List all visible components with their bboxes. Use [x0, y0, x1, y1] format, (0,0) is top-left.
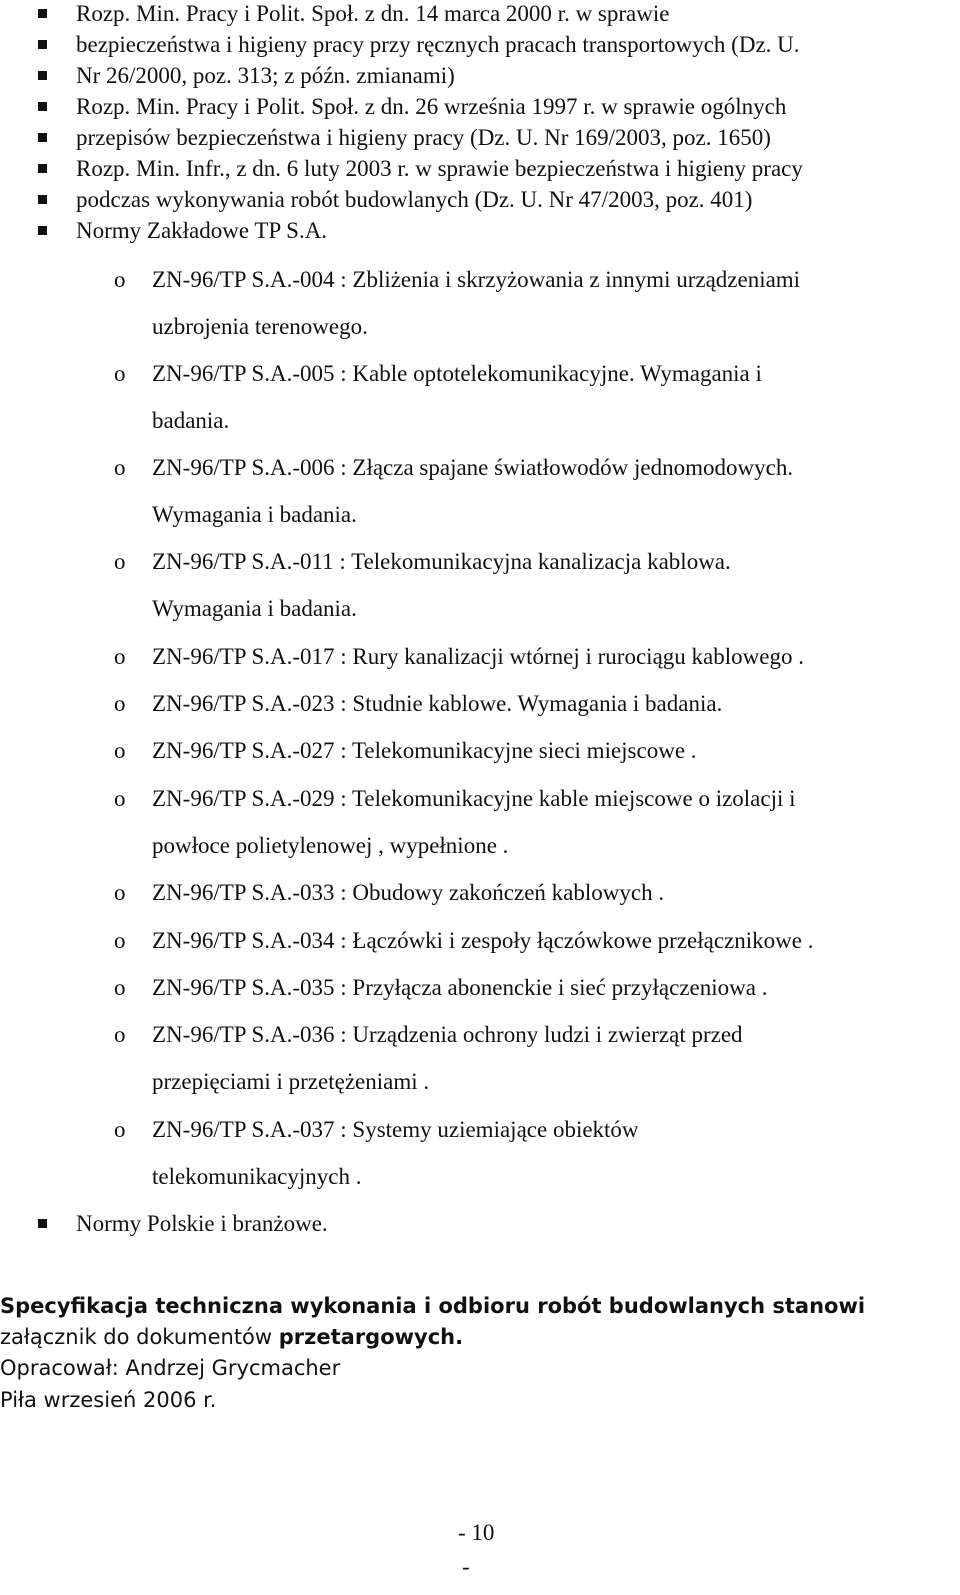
standard-item-continuation: Wymagania i badania. — [152, 596, 357, 621]
square-bullet-icon — [38, 71, 47, 80]
regulation-line: podczas wykonywania robót budowlanych (Dz. U. Nr 47/2003, poz. 401) — [76, 187, 753, 212]
tender-label: przetargowych. — [278, 1325, 464, 1349]
circle-bullet-icon: o — [114, 644, 126, 669]
circle-bullet-icon: o — [114, 549, 126, 574]
circle-bullet-icon: o — [114, 267, 126, 292]
square-bullet-icon — [38, 1219, 47, 1228]
standard-item: ZN-96/TP S.A.-027 : Telekomunikacyjne sieci miejscowe . — [152, 738, 697, 763]
standard-item: ZN-96/TP S.A.-034 : Łączówki i zespoły łączówkowe przełącznikowe . — [152, 928, 814, 953]
regulation-line: Normy Zakładowe TP S.A. — [76, 218, 328, 243]
standard-item: ZN-96/TP S.A.-035 : Przyłącza abonenckie i sieć przyłączeniowa . — [152, 975, 768, 1000]
square-bullet-icon — [38, 164, 47, 173]
standard-item: ZN-96/TP S.A.-017 : Rury kanalizacji wtórnej i rurociągu kablowego . — [152, 644, 804, 669]
specification-statement: Specyfikacja techniczna wykonania i odbioru robót budowlanych stanowi — [0, 1294, 866, 1318]
polish-norms-item: Normy Polskie i branżowe. — [76, 1211, 328, 1236]
standard-item: ZN-96/TP S.A.-029 : Telekomunikacyjne kable miejscowe o izolacji i — [152, 786, 796, 811]
standard-item: ZN-96/TP S.A.-036 : Urządzenia ochrony ludzi i zwierząt przed — [152, 1022, 743, 1047]
circle-bullet-icon: o — [114, 880, 126, 905]
regulation-line: Rozp. Min. Infr., z dn. 6 luty 2003 r. w sprawie bezpieczeństwa i higieny pracy — [76, 156, 803, 181]
standard-item-continuation: Wymagania i badania. — [152, 502, 357, 527]
standard-item: ZN-96/TP S.A.-011 : Telekomunikacyjna kanalizacja kablowa. — [152, 549, 731, 574]
attachment-label: załącznik do dokumentów — [0, 1325, 279, 1349]
circle-bullet-icon: o — [114, 691, 126, 716]
circle-bullet-icon: o — [114, 975, 126, 1000]
square-bullet-icon — [38, 102, 47, 111]
regulation-line: przepisów bezpieczeństwa i higieny pracy (Dz. U. Nr 169/2003, poz. 1650) — [76, 125, 771, 150]
circle-bullet-icon: o — [114, 455, 126, 480]
specification-statement-continuation — [0, 1323, 463, 1351]
standard-item: ZN-96/TP S.A.-004 : Zbliżenia i skrzyżowania z innymi urządzeniami — [152, 267, 801, 292]
circle-bullet-icon: o — [114, 361, 126, 386]
circle-bullet-icon: o — [114, 1022, 126, 1047]
standard-item-continuation: powłoce polietylenowej , wypełnione . — [152, 833, 509, 858]
standard-item: ZN-96/TP S.A.-006 : Złącza spajane światłowodów jednomodowych. — [152, 455, 794, 480]
regulation-line: Rozp. Min. Pracy i Polit. Społ. z dn. 26 września 1997 r. w sprawie ogólnych — [76, 94, 787, 119]
standard-item-continuation: telekomunikacyjnych . — [152, 1164, 362, 1189]
square-bullet-icon — [38, 133, 47, 142]
square-bullet-icon — [38, 226, 47, 235]
standard-item: ZN-96/TP S.A.-037 : Systemy uziemiające obiektów — [152, 1117, 639, 1142]
square-bullet-icon — [38, 40, 47, 49]
circle-bullet-icon: o — [114, 738, 126, 763]
standard-item-continuation: uzbrojenia terenowego. — [152, 314, 368, 339]
author-line: Opracował: Andrzej Grycmacher — [0, 1356, 341, 1380]
standard-item: ZN-96/TP S.A.-023 : Studnie kablowe. Wymagania i badania. — [152, 691, 723, 716]
place-date-line: Piła wrzesień 2006 r. — [0, 1388, 217, 1412]
regulation-line: Nr 26/2000, poz. 313; z późn. zmianami) — [76, 63, 455, 88]
circle-bullet-icon: o — [114, 786, 126, 811]
regulation-line: Rozp. Min. Pracy i Polit. Społ. z dn. 14 marca 2000 r. w sprawie — [76, 1, 670, 26]
square-bullet-icon — [38, 195, 47, 204]
standard-item-continuation: przepięciami i przetężeniami . — [152, 1069, 430, 1094]
standard-item-continuation: badania. — [152, 408, 230, 433]
circle-bullet-icon: o — [114, 1117, 126, 1142]
square-bullet-icon — [38, 9, 47, 18]
page-number: - 10 — [458, 1520, 495, 1545]
standard-item: ZN-96/TP S.A.-033 : Obudowy zakończeń kablowych . — [152, 880, 665, 905]
standard-item: ZN-96/TP S.A.-005 : Kable optotelekomunikacyjne. Wymagania i — [152, 361, 762, 386]
regulation-line: bezpieczeństwa i higieny pracy przy ręcznych pracach transportowych (Dz. U. — [76, 32, 800, 57]
page-number-tail: - — [462, 1554, 470, 1579]
circle-bullet-icon: o — [114, 928, 126, 953]
